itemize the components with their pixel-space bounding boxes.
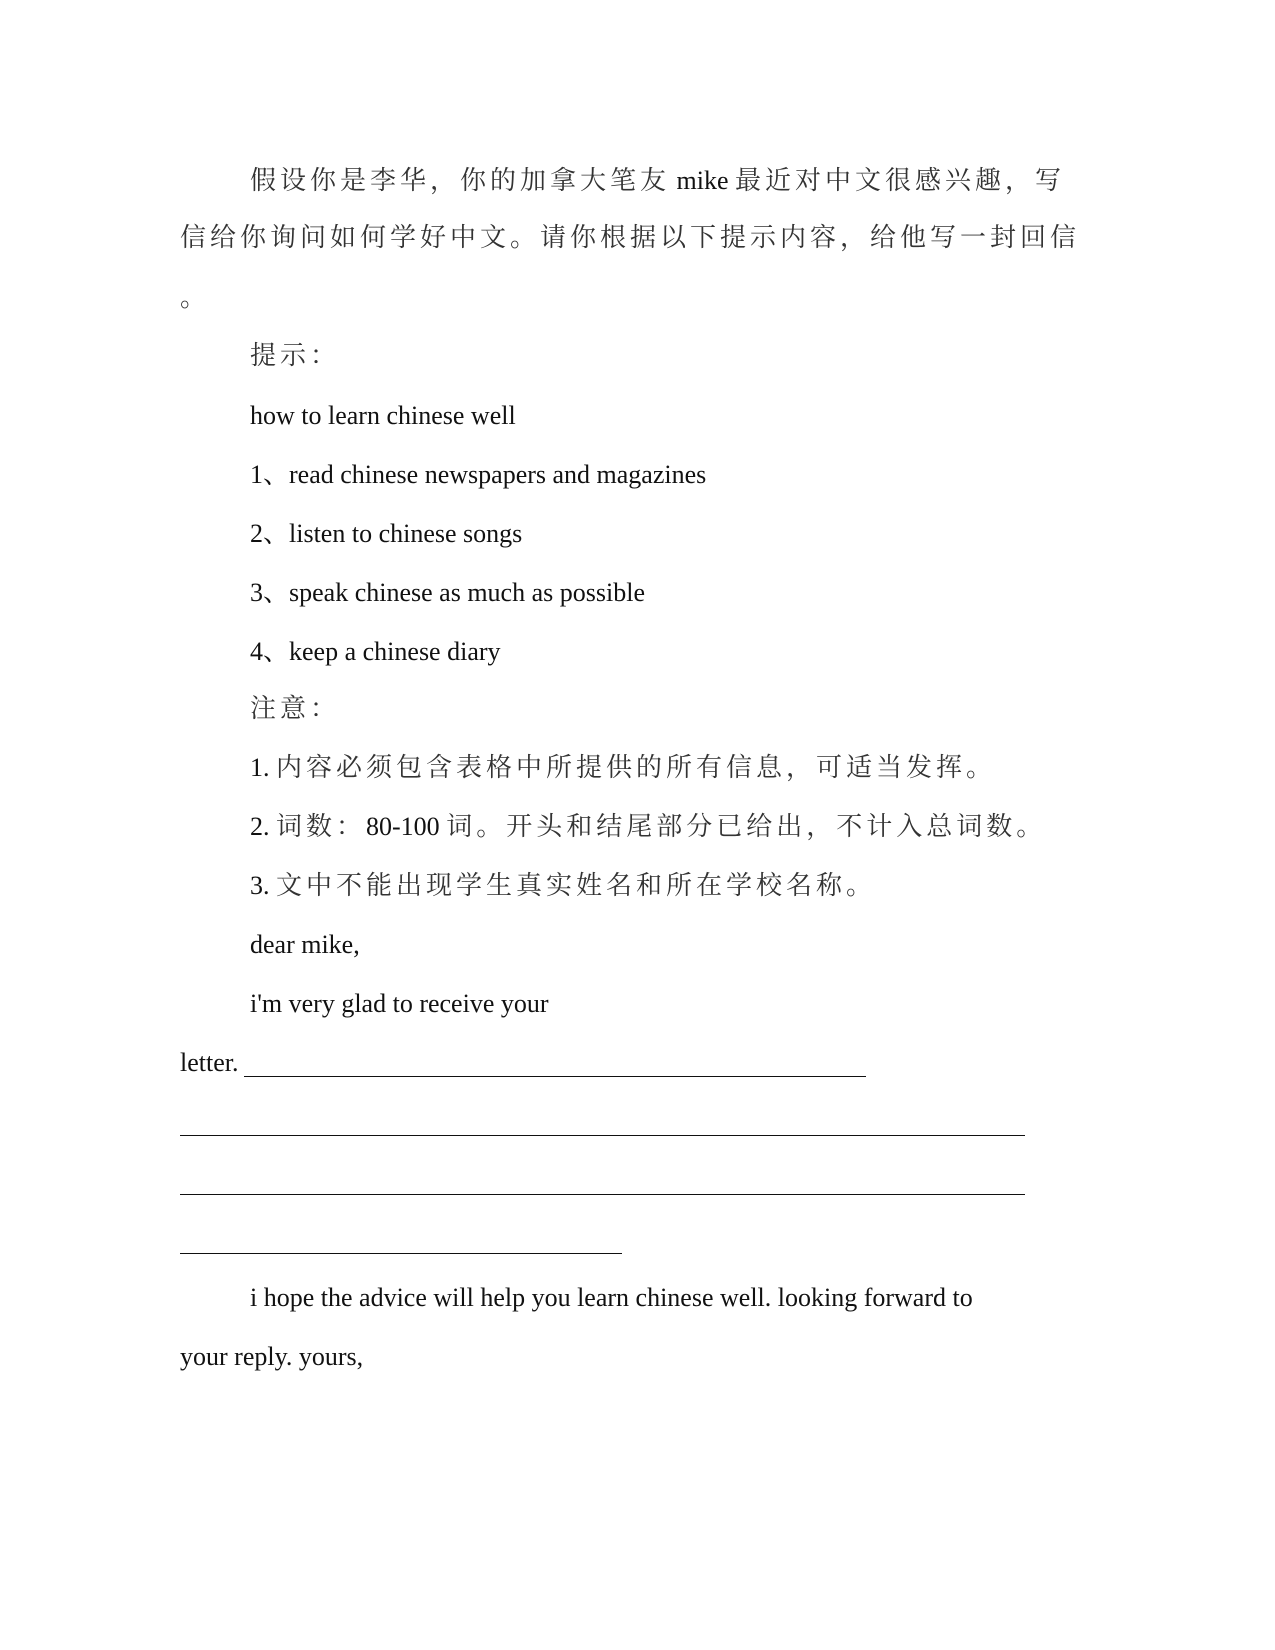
note-item — [250, 870, 876, 902]
hint-item — [250, 459, 706, 491]
intro-line-3: 。 — [180, 283, 211, 313]
letter-salutation: dear mike, — [250, 930, 360, 959]
hint-item — [250, 636, 501, 668]
intro-text-c: 最近对中文很感兴趣，写 — [735, 166, 1066, 196]
note-item — [250, 752, 996, 784]
hint-item-text: speak chinese as much as possible — [289, 578, 645, 607]
note-item-text: 词数： — [276, 812, 367, 842]
hint-item-number: 2、 — [250, 519, 290, 548]
letter-opening: i'm very glad to receive your — [250, 989, 549, 1018]
intro-text-a: 假设你是李华，你的加拿大笔友 — [250, 166, 671, 196]
note-item-text: 词。开头和结尾部分已给出，不计入总词数。 — [446, 812, 1047, 842]
intro-line-1 — [250, 165, 1065, 197]
letter-closing-line-1: i hope the advice will help you learn chinese well. looking forward to — [250, 1283, 973, 1312]
note-item-word-range: 80-100 — [366, 812, 440, 841]
note-item-number: 3. — [250, 871, 270, 900]
answer-blank-line[interactable] — [180, 1194, 1025, 1195]
notes-heading: 注意： — [250, 694, 341, 724]
note-item-text: 内容必须包含表格中所提供的所有信息，可适当发挥。 — [276, 753, 997, 783]
note-item-text: 文中不能出现学生真实姓名和所在学校名称。 — [276, 871, 877, 901]
intro-line-2: 信给你询问如何学好中文。请你根据以下提示内容，给他写一封回信 — [180, 223, 1081, 253]
answer-blank-line[interactable] — [180, 1135, 1025, 1136]
hints-heading: 提示： — [250, 341, 341, 371]
hint-item-number: 4、 — [250, 637, 290, 666]
letter-closing-line-2: your reply. yours, — [180, 1342, 364, 1371]
note-item-number: 1. — [250, 753, 270, 782]
hint-item — [250, 518, 522, 550]
hints-topic: how to learn chinese well — [250, 401, 516, 430]
hint-item-number: 1、 — [250, 460, 290, 489]
hint-item-text: keep a chinese diary — [289, 637, 501, 666]
hint-item — [250, 577, 645, 609]
intro-text-mike: mike — [676, 166, 729, 195]
note-item — [250, 811, 1046, 843]
letter-opening-continued: letter. — [180, 1048, 239, 1077]
answer-blank-line[interactable] — [180, 1253, 622, 1254]
answer-blank-line[interactable] — [244, 1076, 866, 1077]
note-item-number: 2. — [250, 812, 270, 841]
hint-item-text: listen to chinese songs — [289, 519, 523, 548]
hint-item-text: read chinese newspapers and magazines — [289, 460, 707, 489]
hint-item-number: 3、 — [250, 578, 290, 607]
